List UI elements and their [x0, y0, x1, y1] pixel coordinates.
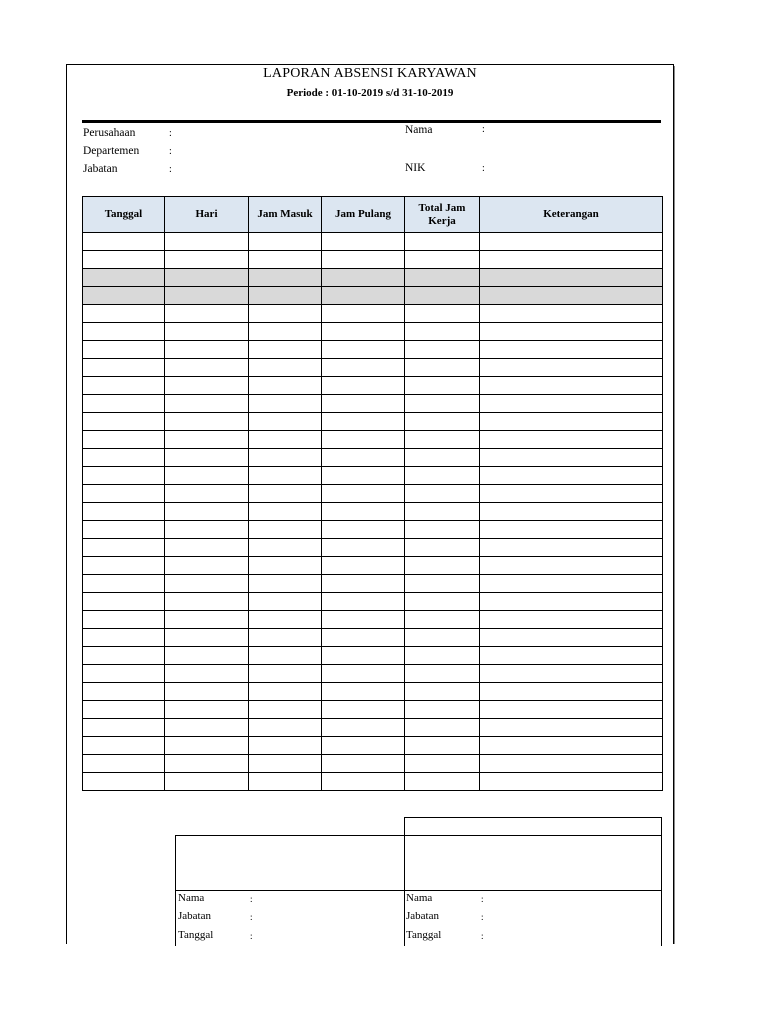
table-cell	[480, 467, 663, 485]
table-cell	[322, 359, 405, 377]
table-cell	[249, 737, 322, 755]
signature-colon: :	[250, 912, 253, 922]
table-cell	[405, 467, 480, 485]
table-cell	[249, 683, 322, 701]
table-cell	[322, 557, 405, 575]
table-cell	[165, 737, 249, 755]
table-row	[83, 395, 663, 413]
header-divider	[82, 120, 661, 123]
table-cell	[165, 665, 249, 683]
table-cell	[249, 503, 322, 521]
table-cell	[165, 449, 249, 467]
table-cell	[480, 611, 663, 629]
table-cell	[480, 359, 663, 377]
table-cell	[249, 323, 322, 341]
table-row	[83, 575, 663, 593]
table-cell	[322, 647, 405, 665]
info-label-nik: NIK	[405, 162, 426, 174]
table-header-row	[83, 197, 663, 233]
table-cell	[249, 557, 322, 575]
table-cell	[165, 701, 249, 719]
table-cell	[405, 575, 480, 593]
table-cell	[165, 755, 249, 773]
table-cell	[405, 665, 480, 683]
table-cell	[322, 755, 405, 773]
table-row	[83, 593, 663, 611]
table-cell	[480, 341, 663, 359]
table-cell	[322, 341, 405, 359]
table-cell	[405, 773, 480, 791]
table-cell	[83, 287, 165, 305]
table-cell	[165, 305, 249, 323]
table-cell	[249, 269, 322, 287]
table-cell	[480, 773, 663, 791]
table-cell	[83, 377, 165, 395]
table-cell	[249, 575, 322, 593]
table-cell	[322, 287, 405, 305]
table-row	[83, 647, 663, 665]
table-cell	[83, 665, 165, 683]
signature-colon: :	[250, 894, 253, 904]
table-row	[83, 701, 663, 719]
table-cell	[249, 305, 322, 323]
table-cell	[480, 287, 663, 305]
table-cell	[322, 431, 405, 449]
table-cell	[480, 629, 663, 647]
table-cell	[249, 395, 322, 413]
table-cell	[322, 269, 405, 287]
table-cell	[165, 683, 249, 701]
table-cell	[322, 665, 405, 683]
table-row	[83, 377, 663, 395]
table-row	[83, 611, 663, 629]
table-cell	[480, 233, 663, 251]
table-cell	[322, 323, 405, 341]
table-cell	[165, 575, 249, 593]
signature-left-label-nama: Nama	[178, 892, 205, 904]
table-cell	[405, 359, 480, 377]
table-cell	[249, 287, 322, 305]
table-cell	[165, 611, 249, 629]
column-header-keterangan: Keterangan	[480, 197, 663, 233]
table-row	[83, 305, 663, 323]
table-cell	[405, 377, 480, 395]
table-cell	[480, 575, 663, 593]
table-cell	[405, 539, 480, 557]
table-cell	[405, 719, 480, 737]
table-cell	[83, 719, 165, 737]
table-cell	[480, 593, 663, 611]
table-cell	[249, 485, 322, 503]
table-cell	[405, 251, 480, 269]
column-header-jam-masuk: Jam Masuk	[249, 197, 322, 233]
table-cell	[322, 377, 405, 395]
table-cell	[165, 521, 249, 539]
table-row	[83, 755, 663, 773]
signature-colon: :	[250, 931, 253, 941]
table-cell	[249, 539, 322, 557]
table-cell	[480, 557, 663, 575]
table-cell	[165, 413, 249, 431]
table-cell	[405, 611, 480, 629]
table-cell	[480, 395, 663, 413]
table-row	[83, 323, 663, 341]
info-colon: :	[482, 124, 485, 135]
table-cell	[480, 485, 663, 503]
table-cell	[480, 647, 663, 665]
table-cell	[322, 773, 405, 791]
table-row	[83, 269, 663, 287]
table-cell	[165, 557, 249, 575]
table-cell	[405, 593, 480, 611]
table-cell	[405, 233, 480, 251]
table-cell	[249, 341, 322, 359]
table-cell	[83, 755, 165, 773]
table-cell	[480, 521, 663, 539]
table-row	[83, 557, 663, 575]
table-cell	[405, 647, 480, 665]
table-cell	[83, 593, 165, 611]
table-cell	[405, 431, 480, 449]
table-cell	[165, 647, 249, 665]
signature-right-label-tanggal: Tanggal	[406, 929, 442, 941]
table-row	[83, 449, 663, 467]
signature-right-box	[404, 835, 662, 891]
table-cell	[165, 287, 249, 305]
table-cell	[249, 593, 322, 611]
column-header-jam-pulang: Jam Pulang	[322, 197, 405, 233]
table-cell	[83, 359, 165, 377]
table-cell	[480, 755, 663, 773]
page-edge	[674, 66, 675, 944]
table-cell	[405, 413, 480, 431]
signature-colon: :	[481, 912, 484, 922]
table-cell	[249, 431, 322, 449]
signature-right-details	[404, 890, 662, 946]
table-cell	[83, 269, 165, 287]
signature-left-label-jabatan: Jabatan	[178, 910, 211, 922]
column-header-total-jam-kerja: Total Jam Kerja	[405, 197, 480, 233]
table-row	[83, 341, 663, 359]
table-cell	[165, 719, 249, 737]
table-row	[83, 683, 663, 701]
table-row	[83, 485, 663, 503]
info-colon: :	[169, 128, 172, 139]
column-header-tanggal: Tanggal	[83, 197, 165, 233]
table-cell	[322, 395, 405, 413]
table-row	[83, 251, 663, 269]
table-cell	[249, 665, 322, 683]
table-cell	[322, 539, 405, 557]
table-cell	[405, 305, 480, 323]
attendance-body	[83, 233, 663, 791]
table-cell	[322, 467, 405, 485]
table-cell	[165, 395, 249, 413]
table-cell	[83, 323, 165, 341]
table-cell	[83, 737, 165, 755]
table-cell	[405, 341, 480, 359]
table-cell	[165, 467, 249, 485]
table-cell	[480, 539, 663, 557]
table-cell	[165, 485, 249, 503]
table-row	[83, 467, 663, 485]
table-cell	[165, 323, 249, 341]
table-cell	[322, 737, 405, 755]
table-row	[83, 359, 663, 377]
table-cell	[322, 251, 405, 269]
table-cell	[405, 269, 480, 287]
table-cell	[83, 629, 165, 647]
table-cell	[480, 431, 663, 449]
table-cell	[83, 521, 165, 539]
report-title: LAPORAN ABSENSI KARYAWAN	[263, 66, 477, 81]
table-cell	[322, 629, 405, 647]
table-cell	[83, 611, 165, 629]
table-cell	[83, 413, 165, 431]
table-cell	[249, 413, 322, 431]
info-label-nama: Nama	[405, 124, 433, 136]
table-cell	[480, 413, 663, 431]
signature-right-label-nama: Nama	[406, 892, 433, 904]
table-cell	[249, 611, 322, 629]
table-cell	[405, 395, 480, 413]
table-cell	[83, 251, 165, 269]
info-colon: :	[169, 146, 172, 157]
table-cell	[165, 341, 249, 359]
info-label-perusahaan: Perusahaan	[83, 127, 136, 139]
table-cell	[83, 467, 165, 485]
table-cell	[322, 575, 405, 593]
report-period: Periode : 01-10-2019 s/d 31-10-2019	[286, 87, 454, 99]
table-cell	[165, 233, 249, 251]
info-label-departemen: Departemen	[83, 145, 140, 157]
table-cell	[480, 665, 663, 683]
table-row	[83, 287, 663, 305]
table-cell	[480, 323, 663, 341]
table-cell	[249, 233, 322, 251]
table-cell	[405, 287, 480, 305]
table-cell	[480, 251, 663, 269]
table-cell	[165, 251, 249, 269]
table-cell	[83, 683, 165, 701]
table-cell	[322, 233, 405, 251]
table-cell	[249, 629, 322, 647]
table-cell	[322, 521, 405, 539]
table-cell	[405, 521, 480, 539]
table-row	[83, 665, 663, 683]
table-cell	[83, 431, 165, 449]
table-cell	[249, 701, 322, 719]
table-cell	[480, 377, 663, 395]
table-row	[83, 773, 663, 791]
table-cell	[83, 341, 165, 359]
info-colon: :	[169, 164, 172, 175]
table-cell	[165, 503, 249, 521]
table-cell	[405, 701, 480, 719]
table-cell	[249, 251, 322, 269]
table-cell	[165, 593, 249, 611]
table-row	[83, 719, 663, 737]
table-cell	[83, 539, 165, 557]
table-cell	[249, 377, 322, 395]
info-label-jabatan: Jabatan	[83, 163, 118, 175]
table-cell	[83, 233, 165, 251]
table-cell	[322, 413, 405, 431]
table-row	[83, 737, 663, 755]
info-colon: :	[482, 163, 485, 174]
table-row	[83, 413, 663, 431]
table-cell	[83, 449, 165, 467]
table-row	[83, 521, 663, 539]
table-row	[83, 539, 663, 557]
table-cell	[480, 683, 663, 701]
table-cell	[249, 647, 322, 665]
table-cell	[405, 323, 480, 341]
table-cell	[83, 773, 165, 791]
table-cell	[405, 485, 480, 503]
table-cell	[322, 305, 405, 323]
table-cell	[322, 611, 405, 629]
table-cell	[405, 629, 480, 647]
table-cell	[405, 737, 480, 755]
table-cell	[249, 521, 322, 539]
table-cell	[249, 719, 322, 737]
signature-right-label-jabatan: Jabatan	[406, 910, 439, 922]
table-cell	[83, 701, 165, 719]
column-header-hari: Hari	[165, 197, 249, 233]
table-cell	[83, 485, 165, 503]
table-row	[83, 629, 663, 647]
signature-right-top-box	[404, 817, 662, 836]
table-row	[83, 503, 663, 521]
table-cell	[322, 503, 405, 521]
table-cell	[83, 647, 165, 665]
table-cell	[83, 557, 165, 575]
table-cell	[249, 359, 322, 377]
table-cell	[165, 431, 249, 449]
table-cell	[165, 359, 249, 377]
table-row	[83, 431, 663, 449]
table-cell	[83, 575, 165, 593]
table-cell	[480, 269, 663, 287]
table-cell	[322, 719, 405, 737]
table-cell	[480, 701, 663, 719]
table-cell	[322, 683, 405, 701]
table-cell	[322, 449, 405, 467]
table-cell	[83, 305, 165, 323]
table-cell	[480, 503, 663, 521]
table-cell	[480, 737, 663, 755]
signature-left-box	[175, 835, 405, 891]
table-cell	[322, 485, 405, 503]
table-cell	[165, 629, 249, 647]
table-cell	[165, 539, 249, 557]
table-cell	[165, 269, 249, 287]
table-cell	[249, 755, 322, 773]
signature-colon: :	[481, 894, 484, 904]
table-cell	[83, 395, 165, 413]
table-cell	[405, 755, 480, 773]
table-cell	[165, 773, 249, 791]
table-cell	[480, 449, 663, 467]
table-cell	[322, 701, 405, 719]
table-cell	[405, 449, 480, 467]
table-cell	[480, 305, 663, 323]
table-row	[83, 233, 663, 251]
table-cell	[405, 557, 480, 575]
attendance-table	[82, 196, 663, 791]
table-cell	[83, 503, 165, 521]
table-cell	[165, 377, 249, 395]
signature-colon: :	[481, 931, 484, 941]
signature-left-label-tanggal: Tanggal	[178, 929, 214, 941]
table-cell	[249, 773, 322, 791]
table-cell	[480, 719, 663, 737]
table-cell	[322, 593, 405, 611]
table-cell	[249, 449, 322, 467]
table-cell	[405, 683, 480, 701]
table-cell	[405, 503, 480, 521]
table-cell	[249, 467, 322, 485]
